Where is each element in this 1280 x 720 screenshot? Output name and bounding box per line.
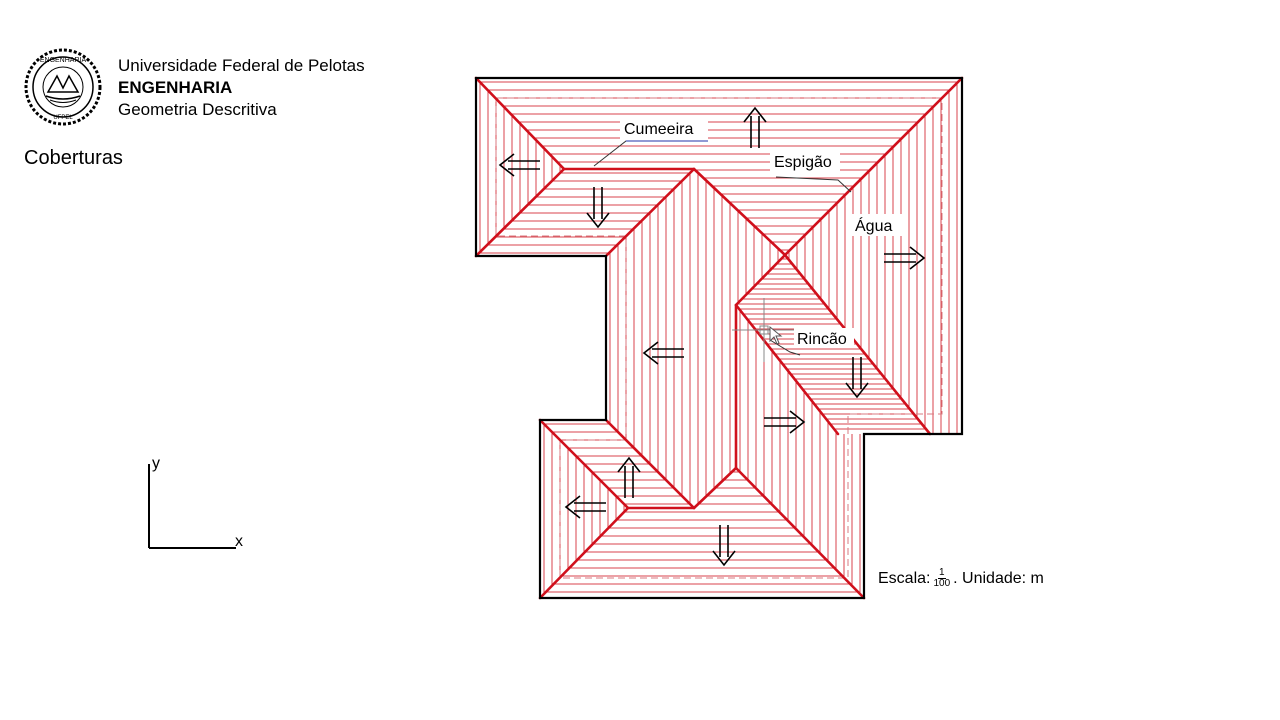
course-name: Geometria Descritiva — [118, 100, 277, 119]
seal-bottom-text: UFPEL — [53, 115, 73, 121]
drainage-arrow-icon — [884, 247, 924, 269]
hatch-ea — [610, 169, 778, 508]
slope-hatching — [476, 78, 962, 598]
scale-fraction — [933, 568, 950, 589]
hatch-e — [789, 78, 957, 434]
scale-prefix: Escala: — [878, 569, 931, 587]
hatch-nl — [476, 173, 694, 253]
hip-line — [694, 169, 785, 255]
cad-cursor-icon — [732, 298, 796, 362]
x-axis-label: x — [235, 533, 243, 550]
scale-numerator: 1 — [939, 567, 945, 578]
scale-suffix: . Unidade: m — [953, 569, 1044, 587]
drainage-arrow-icon — [764, 411, 804, 433]
slope-label: Água — [855, 218, 893, 235]
hatch-sw — [544, 420, 624, 598]
drainage-arrow-icon — [713, 525, 735, 565]
scale-note — [878, 568, 1044, 589]
hatch-sn — [540, 424, 694, 504]
faculty-name: ENGENHARIA — [118, 78, 233, 97]
valley-line — [736, 255, 785, 305]
hatch-s — [540, 472, 864, 592]
valley-label: Rincão — [797, 331, 847, 348]
seal-top-text: ENGENHARIA — [39, 57, 87, 64]
ridge-label: Cumeeira — [624, 121, 694, 138]
drainage-arrow-icon — [846, 357, 868, 397]
subject-title: Coberturas — [24, 147, 123, 169]
scale-denominator: 100 — [933, 578, 951, 589]
university-name: Universidade Federal de Pelotas — [118, 56, 365, 75]
y-axis-label: y — [152, 455, 160, 472]
hip-label: Espigão — [774, 154, 832, 171]
